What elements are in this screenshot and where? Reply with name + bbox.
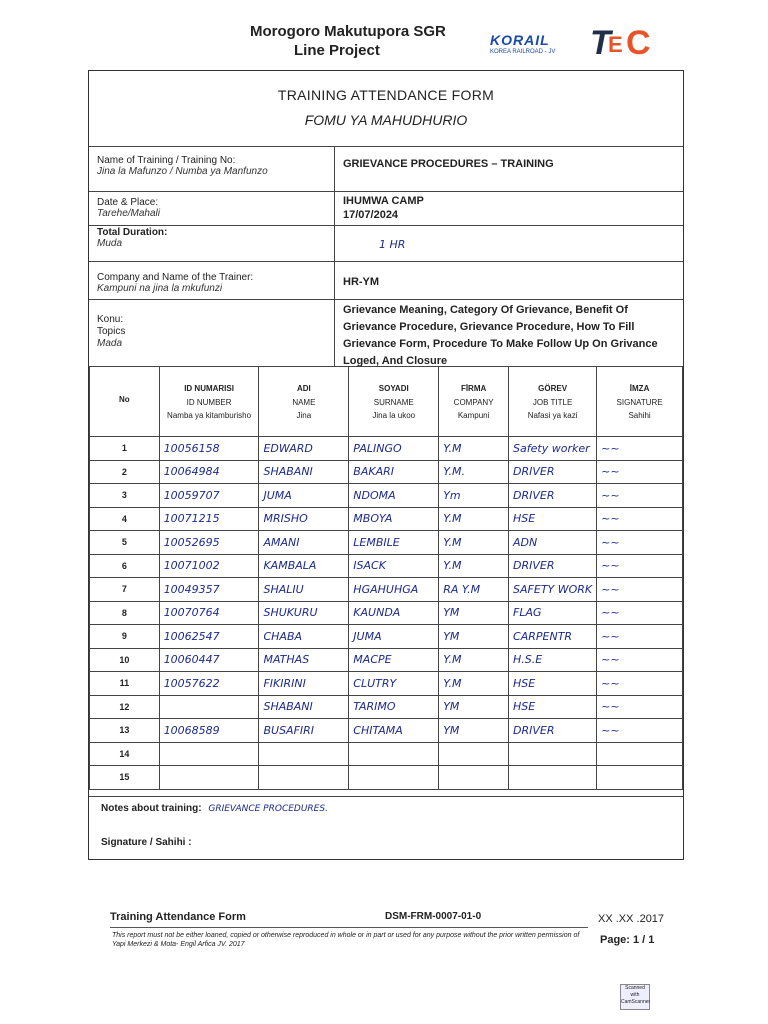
cell-name [259, 766, 349, 790]
korail-logo-subtext: KOREA RAILROAD - JV [490, 49, 556, 55]
cell-id: 10052695 [159, 531, 259, 555]
project-title-line1: Morogoro Makutupora SGR [250, 23, 446, 40]
cell-surname: MBOYA [349, 507, 439, 531]
cell-surname: LEMBILE [349, 531, 439, 555]
signature-cell: ~~ [597, 437, 683, 461]
cell-company: Y.M [439, 437, 509, 461]
trainer-label-en: Company and Name of the Trainer: [97, 272, 254, 283]
cell-no: 8 [90, 601, 160, 625]
cell-no: 1 [90, 437, 160, 461]
cell-name: SHUKURU [259, 601, 349, 625]
cell-company [439, 742, 509, 766]
cell-job: DRIVER [509, 719, 597, 743]
cell-company: YM [439, 695, 509, 719]
duration-row [89, 225, 683, 261]
cell-surname: PALINGO [349, 437, 439, 461]
table-header-row [90, 367, 683, 437]
cell-company: YM [439, 625, 509, 649]
table-row [90, 578, 683, 602]
header-id: ID NUMARISI ID NUMBER Namba ya kitamburisho [159, 367, 259, 437]
table-row [90, 719, 683, 743]
cell-surname: CHITAMA [349, 719, 439, 743]
cell-surname: KAUNDA [349, 601, 439, 625]
table-row [90, 484, 683, 508]
cell-no: 9 [90, 625, 160, 649]
cell-id: 10049357 [159, 578, 259, 602]
cell-company: YM [439, 719, 509, 743]
date-value: 17/07/2024 [343, 209, 399, 221]
topics-value: Grievance Meaning, Category Of Grievance, Benefit Of Grievance Procedure, Grievance Procedure, How To Fill Grievance Form, Procedure To Make Follow Up On Grivance Loged, And Closure [343, 304, 658, 367]
cell-no: 7 [90, 578, 160, 602]
cell-surname: TARIMO [349, 695, 439, 719]
header-company: FİRMA COMPANY Kampuni [439, 367, 509, 437]
topics-label [97, 314, 125, 350]
table-row [90, 742, 683, 766]
cell-id: 10056158 [159, 437, 259, 461]
duration-label-en: Total Duration: [97, 227, 168, 238]
notes-line [101, 803, 328, 814]
cell-job: CARPENTR [509, 625, 597, 649]
attendance-form [88, 70, 684, 860]
cell-no: 6 [90, 554, 160, 578]
cell-job: DRIVER [509, 460, 597, 484]
signature-cell [597, 766, 683, 790]
cell-job [509, 766, 597, 790]
cell-name: SHALIU [259, 578, 349, 602]
signature-cell [597, 742, 683, 766]
duration-label [97, 227, 167, 249]
training-value: GRIEVANCE PROCEDURES – TRAINING [343, 158, 554, 170]
table-row [90, 672, 683, 696]
header-no: No [90, 367, 160, 437]
cell-no: 4 [90, 507, 160, 531]
notes-value: GRIEVANCE PROCEDURES. [208, 804, 328, 814]
topics-label-2: Topics [97, 326, 126, 337]
cell-id: 10057622 [159, 672, 259, 696]
signature-cell: ~~ [597, 554, 683, 578]
signature-cell: ~~ [597, 625, 683, 649]
cell-surname: NDOMA [349, 484, 439, 508]
form-subtitle: FOMU YA MAHUDHURIO [304, 112, 468, 128]
topics-label-1: Konu: [97, 314, 124, 325]
cell-name: SHABANI [259, 695, 349, 719]
cell-no: 5 [90, 531, 160, 555]
table-row [90, 460, 683, 484]
duration-label-sw: Muda [97, 238, 123, 249]
cell-company: Y.M [439, 648, 509, 672]
table-row [90, 554, 683, 578]
cell-surname: CLUTRY [349, 672, 439, 696]
cell-job: H.S.E [509, 648, 597, 672]
notes-section [89, 796, 683, 859]
cell-id: 10068589 [159, 719, 259, 743]
table-row [90, 648, 683, 672]
date-label [97, 197, 160, 219]
trainer-label-sw: Kampuni na jina la mkufunzi [97, 283, 223, 294]
svg-text:T: T [590, 24, 611, 60]
notes-label: Notes about training: [101, 803, 202, 814]
trainer-value: HR-YM [343, 276, 380, 288]
signature-cell: ~~ [597, 507, 683, 531]
header-signature: İMZA SIGNATURE Sahihi [597, 367, 683, 437]
cell-job: ADN [509, 531, 597, 555]
cell-name: AMANI [259, 531, 349, 555]
cell-name: MRISHO [259, 507, 349, 531]
cell-id: 10062547 [159, 625, 259, 649]
cell-surname: MACPE [349, 648, 439, 672]
footer-page: Page: 1 / 1 [600, 934, 655, 946]
table-row [90, 507, 683, 531]
cell-id: 10070764 [159, 601, 259, 625]
cell-company: Y.M [439, 531, 509, 555]
signature-cell: ~~ [597, 531, 683, 555]
cell-surname [349, 766, 439, 790]
cell-id: 10071215 [159, 507, 259, 531]
topics-row [89, 299, 683, 366]
signature-cell: ~~ [597, 578, 683, 602]
date-label-en: Date & Place: [97, 197, 159, 208]
topics-label-3: Mada [97, 338, 123, 349]
signature-cell: ~~ [597, 719, 683, 743]
table-row [90, 437, 683, 461]
cell-job: HSE [509, 672, 597, 696]
cell-company: RA Y.M [439, 578, 509, 602]
signature-cell: ~~ [597, 672, 683, 696]
cell-job [509, 742, 597, 766]
project-title [250, 22, 446, 60]
cell-company: YM [439, 601, 509, 625]
signature-cell: ~~ [597, 648, 683, 672]
cell-no: 10 [90, 648, 160, 672]
cell-job: DRIVER [509, 484, 597, 508]
date-place-row [89, 191, 683, 225]
cell-no: 14 [90, 742, 160, 766]
header-name: ADI NAME Jina [259, 367, 349, 437]
header-surname: SOYADI SURNAME Jina la ukoo [349, 367, 439, 437]
cell-name [259, 742, 349, 766]
cell-id: 10064984 [159, 460, 259, 484]
cell-job: HSE [509, 507, 597, 531]
cell-name: JUMA [259, 484, 349, 508]
cell-no: 11 [90, 672, 160, 696]
cell-job: Safety worker [509, 437, 597, 461]
camscanner-badge: Scanned with CamScanner [620, 984, 650, 1010]
footer-form-name: Training Attendance Form [110, 911, 246, 923]
cell-surname: ISACK [349, 554, 439, 578]
cell-no: 15 [90, 766, 160, 790]
duration-value: 1 HR [379, 238, 406, 251]
signature-cell: ~~ [597, 460, 683, 484]
cell-no: 13 [90, 719, 160, 743]
cell-id: 10060447 [159, 648, 259, 672]
korail-logo [490, 32, 555, 55]
cell-name: CHABA [259, 625, 349, 649]
signature-cell: ~~ [597, 601, 683, 625]
signature-cell: ~~ [597, 484, 683, 508]
signature-cell: ~~ [597, 695, 683, 719]
cell-name: FIKIRINI [259, 672, 349, 696]
cell-name: MATHAS [259, 648, 349, 672]
cell-job: HSE [509, 695, 597, 719]
cell-no: 12 [90, 695, 160, 719]
cell-id [159, 766, 259, 790]
training-label-sw: Jina la Mafunzo / Numba ya Manfunzo [97, 166, 268, 177]
cell-surname: HGAHUHGA [349, 578, 439, 602]
cell-job: SAFETY WORK [509, 578, 597, 602]
footer-doc-code: DSM-FRM-0007-01-0 [385, 911, 482, 922]
footer-divider [110, 927, 588, 928]
cell-company: Ym [439, 484, 509, 508]
cell-name: BUSAFIRI [259, 719, 349, 743]
table-row [90, 766, 683, 790]
header-job: GÖREV JOB TITLE Nafasi ya kazi [509, 367, 597, 437]
project-title-line2: Line Project [294, 42, 380, 59]
table-row [90, 695, 683, 719]
cell-id [159, 742, 259, 766]
training-label [97, 155, 268, 177]
cell-company: Y.M [439, 672, 509, 696]
trainer-row [89, 261, 683, 299]
cell-company [439, 766, 509, 790]
table-row [90, 531, 683, 555]
cell-id: 10071002 [159, 554, 259, 578]
cell-name: SHABANI [259, 460, 349, 484]
cell-name: EDWARD [259, 437, 349, 461]
trainer-label [97, 272, 253, 294]
training-label-en: Name of Training / Training No: [97, 155, 236, 166]
signature-label: Signature / Sahihi : [101, 837, 192, 848]
cell-id: 10059707 [159, 484, 259, 508]
attendance-table [89, 366, 683, 790]
korail-logo-text: KORAIL [490, 32, 550, 48]
cell-surname: JUMA [349, 625, 439, 649]
date-label-sw: Tarehe/Mahali [97, 208, 161, 219]
svg-text:C: C [626, 24, 651, 60]
cell-no: 2 [90, 460, 160, 484]
svg-text:E: E [608, 32, 623, 57]
cell-company: Y.M [439, 554, 509, 578]
footer-disclaimer: This report must not be either loaned, copied or otherwise reproduced in whole or in part or used for any purpose without the prior written permission of Yapi Merkezi & Mota- Engil Arfica JV. 2017 [112, 932, 580, 948]
training-row [89, 146, 683, 191]
footer-date: XX .XX .2017 [598, 913, 665, 925]
cell-company: Y.M. [439, 460, 509, 484]
form-title: TRAINING ATTENDANCE FORM [277, 87, 495, 103]
cell-surname: BAKARI [349, 460, 439, 484]
table-row [90, 601, 683, 625]
place-value: IHUMWA CAMP [343, 195, 424, 207]
cell-job: DRIVER [509, 554, 597, 578]
cell-id [159, 695, 259, 719]
tec-logo [588, 22, 658, 60]
cell-name: KAMBALA [259, 554, 349, 578]
table-row [90, 625, 683, 649]
cell-no: 3 [90, 484, 160, 508]
cell-job: FLAG [509, 601, 597, 625]
cell-surname [349, 742, 439, 766]
cell-company: Y.M [439, 507, 509, 531]
